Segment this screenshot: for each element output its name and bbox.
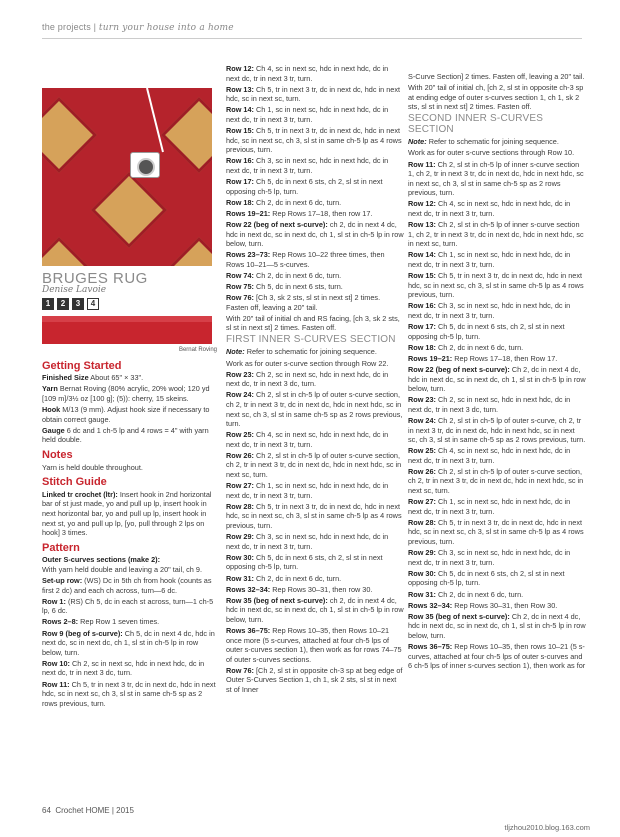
rug-pattern-shape: [91, 172, 167, 248]
skill-level: [42, 298, 217, 310]
row-setup: Set-up row: (WS) Dc in 5th ch from hook (counts as first 2 dc) and each ch across, turn—6 dc.: [42, 576, 212, 595]
header-section: the projects: [42, 22, 91, 32]
row-instruction: Rows 23–73: Rep Rows 10–22 three times, then Rows 10–21—5 s-curves.: [226, 250, 385, 269]
row-instruction: Row 22 (beg of next s-curve): ch 2, dc in next 4 dc, hdc in next dc, sc in next dc, ch 1, sl st in ch-5 lp in row below, turn.: [226, 219, 404, 249]
rug-pattern-shape: [161, 97, 212, 173]
row-instruction: Row 23: Ch 2, sc in next sc, hdc in next hdc, dc in next dc, tr in next 3 dc, turn.: [408, 395, 571, 414]
row-1: Row 1: (RS) Ch 5, dc in each st across, turn—1 ch-5 lp, 6 dc.: [42, 596, 214, 616]
outer-section: Outer S-curves sections (make 2): With yarn held double and leaving a 20" tail, ch 9.: [42, 555, 202, 574]
rug-pattern-shape: [161, 237, 212, 266]
work-as: Work as for outer s-curve section through Row 22.: [226, 358, 389, 368]
row-instruction: Row 16: Ch 3, sc in next sc, hdc in next hdc, dc in next dc, tr in next 3 tr, turn.: [226, 156, 389, 175]
row-instruction: Row 30: Ch 5, dc in next 6 sts, ch 2, sl st in next opposing ch-5 lp, turn.: [226, 552, 383, 572]
skill-level-1: 1: [42, 298, 54, 310]
watermark: tljzhou2010.blog.163.com: [504, 823, 590, 832]
row-instruction: Row 35 (beg of next s-curve): Ch 2, dc in next 4 dc, hdc in next dc, sc in next dc, ch 1, sl st in ch-5 lp in row below, turn.: [408, 611, 586, 640]
row-instruction: Row 14: Ch 1, sc in next sc, hdc in next hdc, dc in next dc, tr in next 3 tr, turn.: [408, 250, 571, 269]
hook: Hook M/13 (9 mm). Adjust hook size if necessary to obtain correct gauge.: [42, 405, 210, 424]
row-instruction: Row 23: Ch 2, sc in next sc, hdc in next hdc, dc in next dc, tr in next 3 dc, turn.: [226, 369, 389, 389]
row-instruction: Row 24: Ch 2, sl st in ch-5 lp of outer s-curve, ch 2, tr in next 3 tr, dc in next dc, hdc in next hdc, sc in next sc, ch 3, sl st in same ch-5 sp as 2 rows previous, turn.: [408, 415, 586, 445]
row-instruction: Row 18: Ch 2, dc in next 6 dc, turn.: [408, 342, 524, 352]
swatch-label: Bernat Roving: [178, 347, 217, 354]
skill-level-2: 2: [57, 298, 69, 310]
skill-level-4: 4: [87, 298, 99, 310]
row-instruction: Row 26: Ch 2, sl st in ch-5 lp of outer s-curve section, ch 2, tr in next 3 tr, dc in next dc, hdc in next hdc, sc in next sc, turn.: [226, 450, 402, 480]
running-header: [42, 22, 234, 33]
row-instruction: Row 25: Ch 4, sc in next sc, hdc in next hdc, dc in next dc, tr in next 3 tr, turn.: [408, 446, 571, 465]
finished-size: Finished Size About 65" × 33".: [42, 373, 144, 383]
header-sep: |: [93, 22, 97, 32]
skill-level-3: 3: [72, 298, 84, 310]
project-title: BRUGES RUG: [42, 270, 148, 287]
row-instruction: Rows 19–21: Rep Rows 17–18, then row 17.: [226, 208, 373, 218]
designer-name: Denise Lavoie: [42, 284, 107, 295]
row-instruction: Row 31: Ch 2, dc in next 6 dc, turn.: [226, 573, 342, 583]
row-instruction: Row 76: [Ch 3, sk 2 sts, sl st in next st] 2 times. Fasten off, leaving a 20" tail.: [226, 293, 381, 312]
heading-first-inner: FIRST INNER S-CURVES SECTION: [226, 334, 396, 346]
row-11: Row 11: Ch 5, tr in next 3 tr, dc in next dc, hdc in next hdc, sc in next sc, ch 3, sl st in same ch-5 sp as 2 rows previous, turn.: [42, 679, 216, 708]
gauge: Gauge 6 dc and 1 ch-5 lp and 4 rows = 4" with yarn held double.: [42, 425, 209, 445]
row-instruction: Row 13: Ch 5, tr in next 3 tr, dc in next dc, hdc in next hdc, sc in next sc, turn.: [226, 84, 401, 104]
row-instruction: Row 12: Ch 4, sc in next sc, hdc in next hdc, dc in next dc, tr in next 3 tr, turn.: [226, 64, 389, 83]
row-instruction: Row 11: Ch 2, sl st in ch-5 lp of inner s-curve section 1, ch 2, tr in next 3 tr, dc in next dc, hdc in next hdc, sc in next sc, ch 3, sl st in same ch-5 sp as 2 rows previous, turn.: [408, 159, 584, 198]
note: Note: Refer to schematic for joining sequence.: [226, 347, 377, 357]
row-9: Row 9 (beg of s-curve): Ch 5, dc in next 4 dc, hdc in next dc, sc in next dc, ch 1, sl st in ch-5 lp in row below, turn.: [42, 628, 215, 657]
row-instruction: Row 28: Ch 5, tr in next 3 tr, dc in next dc, hdc in next hdc, sc in next sc, ch 3, sl st in same ch-5 lp as 4 rows previous, turn.: [226, 501, 402, 531]
heading-pattern: Pattern: [42, 541, 80, 554]
row-instruction: Row 76: [Ch 2, sl st in opposite ch-3 sp at beg edge of Outer S-Curves Section 1, ch 1, sk 2 sts, sl st in next st of Inner: [226, 665, 403, 695]
row-instruction: Rows 36–75: Rep Rows 10–35, then rows 10–21 (5 s-curves, attached at four ch-5 lps of outer s-curves and 6 ch-5 lps of inner s-curves section 1), then work as for: [408, 641, 586, 671]
row-instruction: Row 16: Ch 3, sc in next sc, hdc in next hdc, dc in next dc, tr in next 3 tr, turn.: [408, 301, 571, 320]
page-number: 64: [42, 806, 51, 815]
col2-rows-a: [226, 64, 404, 312]
row-instruction: Row 31: Ch 2, dc in next 6 dc, turn.: [408, 589, 524, 599]
row-instruction: Row 15: Ch 5, tr in next 3 tr, dc in next dc, hdc in next hdc, sc in next sc, ch 3, sl st in same ch-5 lp as 4 rows previous, turn.: [226, 126, 402, 155]
row-instruction: Row 75: Ch 5, dc in next 6 sts, turn.: [226, 281, 343, 291]
row-instruction: Row 29: Ch 3, sc in next sc, hdc in next hdc, dc in next dc, tr in next 3 tr, turn.: [408, 548, 571, 567]
col2-rows-b: [226, 370, 404, 695]
row-10: Row 10: Ch 2, sc in next sc, hdc in next hdc, dc in next dc, tr in next 3 dc, turn.: [42, 658, 205, 678]
note: Note: Refer to schematic for joining sequence.: [408, 137, 559, 147]
notes-text: Yarn is held double throughout.: [42, 462, 143, 472]
publication: Crochet HOME: [55, 806, 110, 815]
row-instruction: Row 29: Ch 3, sc in next sc, hdc in next hdc, dc in next dc, tr in next 3 tr, turn.: [226, 532, 389, 551]
column-1: [42, 64, 217, 710]
work-as: Work as for outer s-curve sections through Row 10.: [408, 148, 575, 158]
heading-getting-started: Getting Started: [42, 359, 122, 372]
rug-pattern-shape: [42, 97, 97, 173]
column-3: [408, 72, 586, 672]
row-instruction: Row 28: Ch 5, tr in next 3 tr, dc in next dc, hdc in next hdc, sc in next sc, ch 3, sl st in same ch-5 lp as 4 rows previous, turn.: [408, 517, 584, 547]
row-instruction: Row 15: Ch 5, tr in next 3 tr, dc in next dc, hdc in next hdc, sc in next sc, ch 3, sl st in same ch-5 lp as 4 rows previous, turn.: [408, 271, 584, 300]
row-instruction: Row 12: Ch 4, sc in next sc, hdc in next hdc, dc in next dc, tr in next 3 tr, turn.: [408, 199, 571, 219]
heading-second-inner: SECOND INNER S-CURVES SECTION: [408, 113, 544, 136]
year: 2015: [116, 806, 134, 815]
camera-icon: [130, 152, 160, 178]
row-instruction: Row 18: Ch 2, dc in next 6 dc, turn.: [226, 197, 342, 207]
row-instruction: Row 24: Ch 2, sl st in ch-5 lp of outer s-curve section, ch 2, tr in next 3 tr, dc in next dc, hdc in next hdc, sc in next sc, ch 3, sl st in same ch-5 sp as 2 rows previous, turn.: [226, 390, 403, 429]
row-instruction: Row 25: Ch 4, sc in next sc, hdc in next hdc, dc in next dc, tr in next 3 tr, turn.: [226, 430, 389, 449]
continuation: S-Curve Section] 2 times. Fasten off, leaving a 20" tail.: [408, 72, 585, 81]
yarn: Yarn Bernat Roving (80% acrylic, 20% wool; 120 yd [109 m]/3½ oz [100 g]; (5)): cherry, 15 skeins.: [42, 384, 210, 404]
heading-notes: Notes: [42, 449, 73, 462]
row-instruction: Row 74: Ch 2, dc in next 6 dc, turn.: [226, 270, 342, 280]
row-instruction: Rows 36–75: Rep Rows 10–35, then Rows 10–21 once more (5 s-curves, attached at four ch-5 lps of outer s-curves section 1), then work as for rows 74–75 of outer s-curves sections.: [226, 625, 402, 664]
heading-stitch-guide: Stitch Guide: [42, 476, 107, 489]
rug-pattern-shape: [42, 237, 97, 266]
row-instruction: Row 26: Ch 2, sl st in ch-5 lp of outer s-curve section, ch 2, tr in next 3 tr, dc in next dc, hdc in next hdc, sc in next sc, turn.: [408, 466, 584, 496]
row-instruction: Row 35 (beg of next s-curve): ch 2, dc in next 4 dc, hdc in next dc, sc in next dc, ch 1, sl st in ch-5 lp in row below, turn.: [226, 595, 404, 624]
header-rule: [42, 38, 582, 39]
row-instruction: Rows 32–34: Rep Rows 30–31, then Row 30.: [408, 600, 558, 610]
row-instruction: Row 17: Ch 5, dc in next 6 sts, ch 2, sl st in next opposing ch-5 lp, turn.: [408, 322, 565, 341]
row-instruction: Row 17: Ch 5, dc in next 6 sts, ch 2, sl st in next opposing ch-5 lp, turn.: [226, 177, 383, 196]
tail-instruction: With 20" tail of initial ch and RS facing, [ch 3, sk 2 sts, sl st in next st] 2 times. Fasten off.: [226, 313, 400, 333]
row-instruction: Row 27: Ch 1, sc in next sc, hdc in next hdc, dc in next dc, tr in next 3 tr, turn.: [226, 481, 389, 500]
row-instruction: Row 30: Ch 5, dc in next 6 sts, ch 2, sl st in next opposing ch-5 lp, turn.: [408, 568, 565, 588]
camera-strap: [146, 88, 164, 152]
footer: 64 Crochet HOME | 2015: [42, 806, 134, 815]
row-instruction: Row 14: Ch 1, sc in next sc, hdc in next hdc, dc in next dc, tr in next 3 tr, turn.: [226, 105, 389, 124]
row-instruction: Row 27: Ch 1, sc in next sc, hdc in next hdc, dc in next dc, tr in next 3 tr, turn.: [408, 497, 571, 516]
rug-photo: [42, 88, 212, 266]
header-tagline: turn your house into a home: [98, 23, 234, 33]
row-instruction: Rows 19–21: Rep Rows 17–18, then Row 17.: [408, 353, 558, 363]
column-2: [226, 64, 404, 696]
col3-rows: [408, 160, 586, 671]
row-instruction: Row 13: Ch 2, sl st in ch-5 lp of inner s-curve section 1, ch 2, tr in next 3 tr, dc in next dc, hdc in next hdc, sc in next sc, turn.: [408, 220, 584, 249]
yarn-swatch: [42, 316, 212, 344]
stitch-ltr: Linked tr crochet (ltr): Insert hook in 2nd horizontal bar of st just made, yo and pull up lp, insert hook in next horizontal bar, yo and pull up lp, insert hook in next st, yo and pull up lp, [yo, pull through 2 lps on hook] 3 times.: [42, 489, 212, 538]
row-instruction: Row 22 (beg of next s-curve): Ch 2, dc in next 4 dc, hdc in next dc, sc in next dc, ch 1, sl st in ch-5 lp in row below, turn.: [408, 364, 586, 394]
row-2-8: Rows 2–8: Rep Row 1 seven times.: [42, 617, 160, 627]
row-instruction: Rows 32–34: Rep Rows 30–31, then row 30.: [226, 584, 373, 594]
tail-instruction: With 20" tail of initial ch, [ch 2, sl st in opposite ch-3 sp at ending edge of outer s-curves section 1, ch 1, sk 2 sts, sl st in next st] 2 times. Fasten off.: [408, 83, 584, 112]
